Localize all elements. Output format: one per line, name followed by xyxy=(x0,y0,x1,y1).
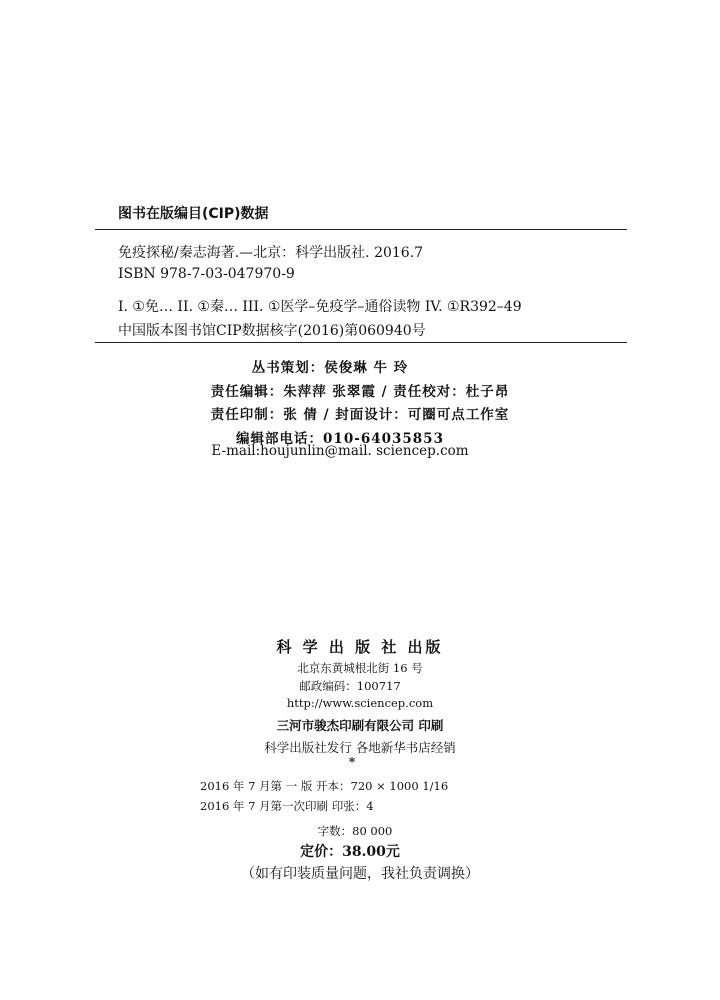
publisher-postcode: 邮政编码：100717 xyxy=(299,679,401,693)
cip-top-rule xyxy=(95,229,627,230)
distribution-line: 科学出版社发行 各地新华书店经销 xyxy=(264,740,456,755)
cip-bottom-rule xyxy=(95,342,627,343)
printing-line: 2016 年 7 月第一次印刷 印张：4 xyxy=(200,799,374,813)
publisher-website: http://www.sciencep.com xyxy=(286,696,434,710)
cip-isbn-line: ISBN 978-7-03-047970-9 xyxy=(118,266,295,282)
responsible-editors: 责任编辑：朱萍萍 张翠霞 / 责任校对：杜子昂 xyxy=(210,384,510,400)
cip-heading: 图书在版编目(CIP)数据 xyxy=(118,206,269,222)
printer-name: 三河市骏杰印刷有限公司 印刷 xyxy=(276,718,444,733)
separator-asterisk: * xyxy=(348,754,356,769)
responsible-printing: 责任印制：张 倩 / 封面设计：可圈可点工作室 xyxy=(210,407,510,423)
publisher-name: 科 学 出 版 社 出版 xyxy=(276,638,444,656)
cip-classification-line: I. ①免… II. ①秦… III. ①医学–免疫学–通俗读物 IV. ①R392–49 xyxy=(118,299,522,315)
cip-title-line: 免疫探秘/秦志海著.—北京：科学出版社. 2016.7 xyxy=(118,245,424,261)
word-count: 字数：80 000 xyxy=(317,824,393,838)
publisher-address: 北京东黄城根北街 16 号 xyxy=(297,661,423,675)
editorial-phone: 编辑部电话：010-64035853 xyxy=(236,431,444,447)
edition-line: 2016 年 7 月第 一 版 开本：720 × 1000 1/16 xyxy=(200,779,449,793)
price: 定价：38.00元 xyxy=(300,844,400,860)
series-planner: 丛书策划：侯俊琳 牛 玲 xyxy=(251,360,409,376)
cip-record-line: 中国版本图书馆CIP数据核字(2016)第060940号 xyxy=(118,323,426,339)
quality-notice: （如有印装质量问题，我社负责调换） xyxy=(241,866,479,882)
editorial-email: E-mail:houjunlin@mail. sciencep.com xyxy=(211,443,469,459)
